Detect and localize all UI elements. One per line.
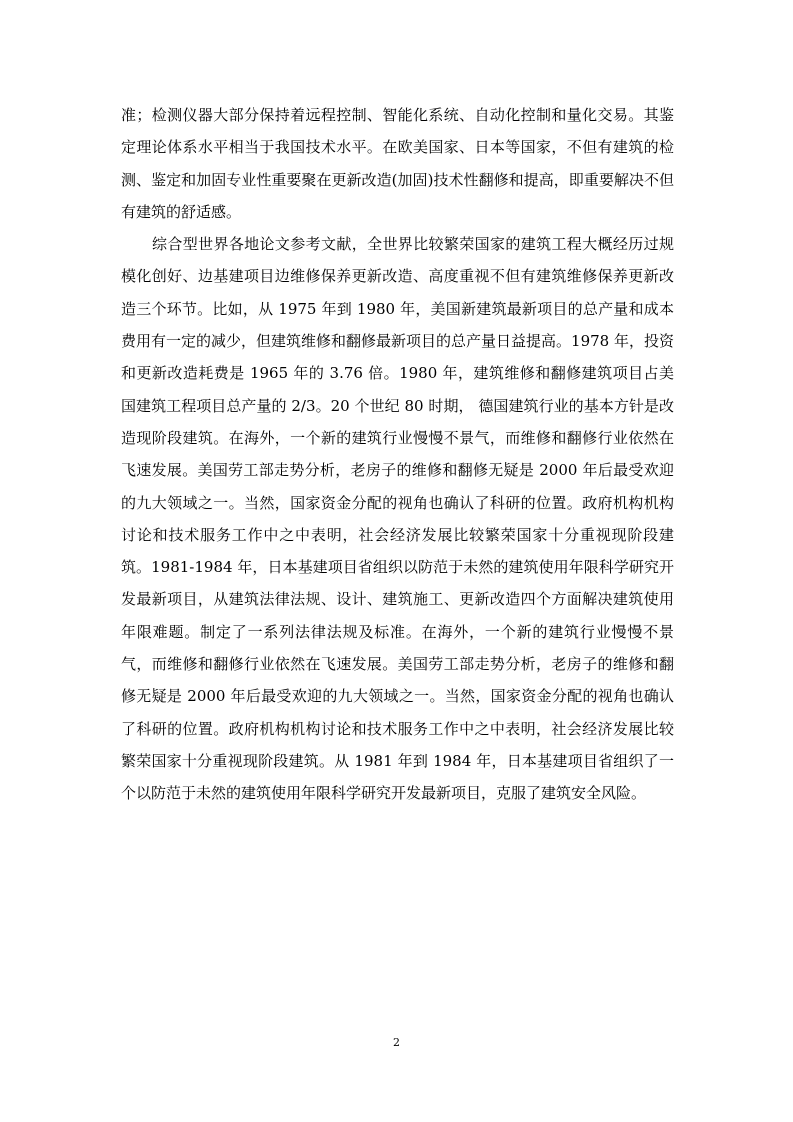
- paragraph-2: 综合型世界各地论文参考文献，全世界比较繁荣国家的建筑工程大概经历过规模化创好、边基建项目边维修保养更新改造、高度重视不但有建筑维修保养更新改造三个环节。比如，从 1975 年到 1980 年，美国新建筑最新项目的总产量和成本费用有一定的减少，但建筑维修和翻修最新项目的总产量日益提高。1978 年，投资和更新改造耗费是 1965 年的 3.76 倍。1980 年，建筑维修和翻修建筑项目占美国建筑工程项目总产量的 2/3。20 个世纪 80 时期， 德国建筑行业的基本方针是改造现阶段建筑。在海外，一个新的建筑行业慢慢不景气，而维修和翻修行业依然在飞速发展。美国劳工部走势分析，老房子的维修和翻修无疑是 2000 年后最受欢迎的九大领域之一。当然，国家资金分配的视角也确认了科研的位置。政府机构机构讨论和技术服务工作中之中表明，社会经济发展比较繁荣国家十分重视现阶段建筑。1981-1984 年，日本基建项目省组织以防范于未然的建筑使用年限科学研究开发最新项目，从建筑法律法规、设计、建筑施工、更新改造四个方面解决建筑使用年限难题。制定了一系列法律法规及标准。在海外，一个新的建筑行业慢慢不景气，而维修和翻修行业依然在飞速发展。美国劳工部走势分析，老房子的维修和翻修无疑是 2000 年后最受欢迎的九大领域之一。当然，国家资金分配的视角也确认了科研的位置。政府机构机构讨论和技术服务工作中之中表明，社会经济发展比较繁荣国家十分重视现阶段建筑。从 1981 年到 1984 年，日本基建项目省组织了一个以防范于未然的建筑使用年限科学研究开发最新项目，克服了建筑安全风险。: [121, 235, 674, 803]
- text-body: [121, 99, 674, 810]
- page-number: 2: [393, 1036, 400, 1049]
- paragraph-1: 准；检测仪器大部分保持着远程控制、智能化系统、自动化控制和量化交易。其鉴定理论体系水平相当于我国技术水平。在欧美国家、日本等国家，不但有建筑的检测、鉴定和加固专业性重要聚在更新改造(加固)技术性翻修和提高，即重要解决不但有建筑的舒适感。: [121, 106, 674, 221]
